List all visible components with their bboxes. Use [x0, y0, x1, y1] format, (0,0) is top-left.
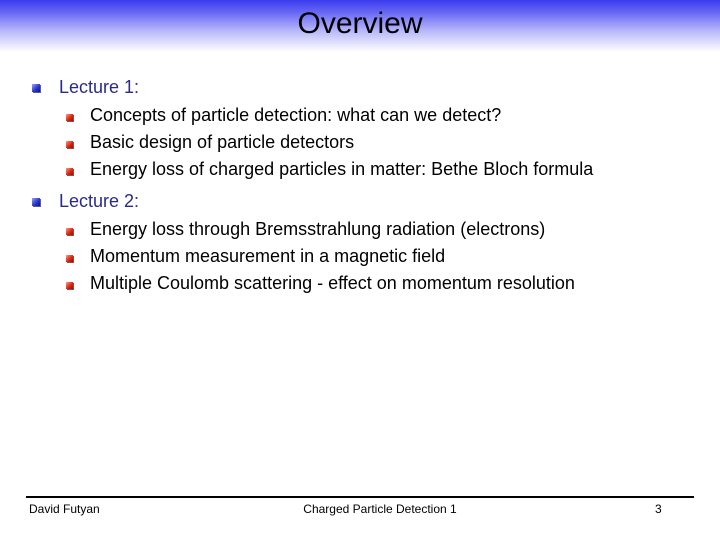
lecture1-item: Energy loss of charged particles in matter: Bethe Bloch formula	[90, 159, 594, 179]
level2-bullet-icon	[66, 141, 73, 148]
footer-author: David Futyan	[29, 502, 100, 516]
level2-bullet-icon	[66, 228, 73, 235]
footer-course: Charged Particle Detection 1	[303, 502, 457, 516]
lecture2-item: Multiple Coulomb scattering - effect on momentum resolution	[90, 273, 575, 293]
lecture2-item: Momentum measurement in a magnetic field	[90, 246, 446, 266]
lecture2-item: Energy loss through Bremsstrahlung radiation (electrons)	[90, 219, 546, 239]
footer-page-number: 3	[655, 502, 662, 516]
level1-bullet-icon	[32, 84, 40, 92]
level2-bullet-icon	[66, 114, 73, 121]
lecture1-item: Concepts of particle detection: what can we detect?	[90, 105, 502, 125]
lecture1-heading: Lecture 1:	[59, 77, 140, 97]
level2-bullet-icon	[66, 282, 73, 289]
footer-divider	[26, 496, 694, 498]
slide-title: Overview	[297, 7, 423, 40]
lecture1-item: Basic design of particle detectors	[90, 132, 355, 152]
lecture2-heading: Lecture 2:	[59, 191, 140, 211]
level1-bullet-icon	[32, 198, 40, 206]
level2-bullet-icon	[66, 255, 73, 262]
level2-bullet-icon	[66, 168, 73, 175]
